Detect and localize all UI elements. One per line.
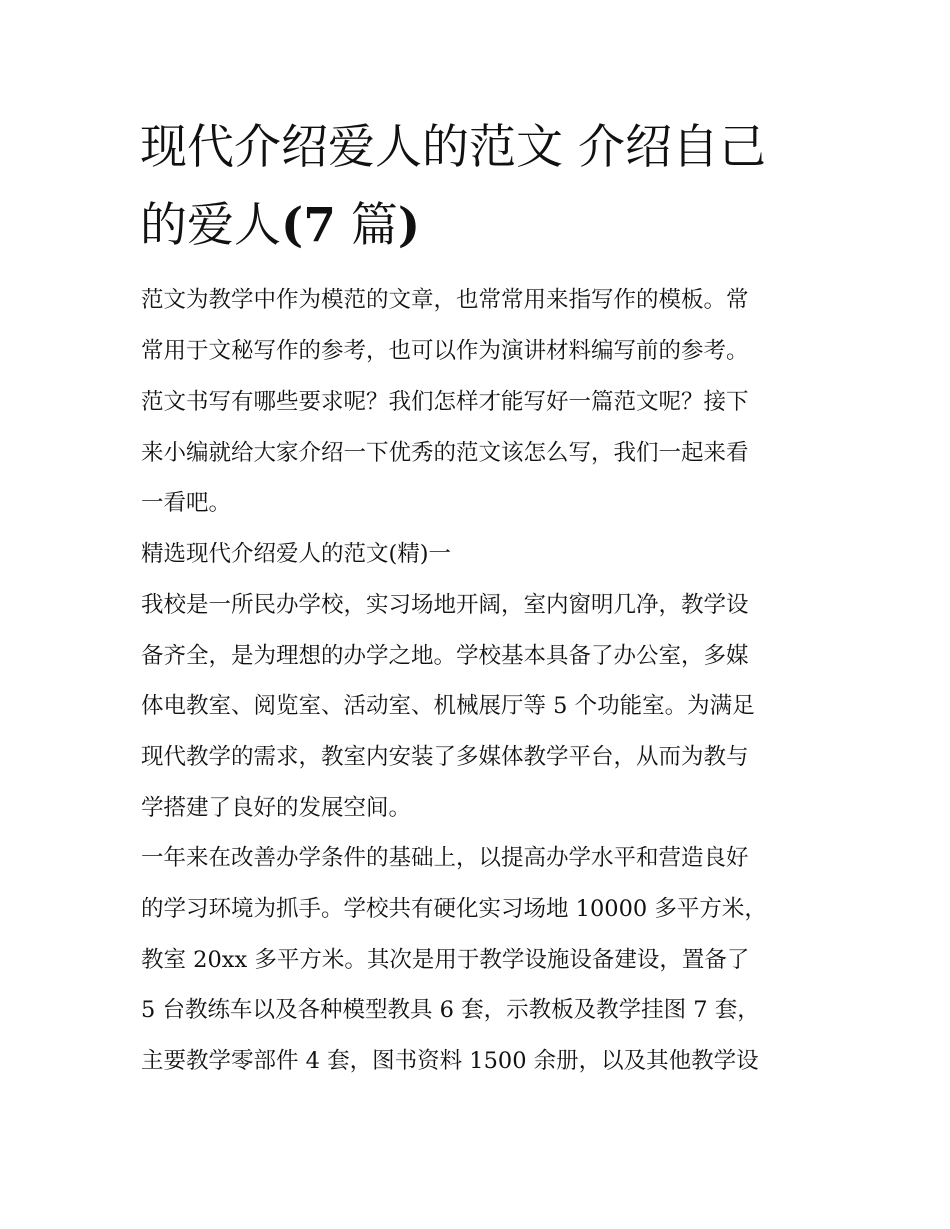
document-title-line-2-text: 的爱人(7 篇) — [140, 198, 421, 253]
intro-line-5: 一看吧。 — [141, 490, 232, 516]
paragraph1-line-1: 我校是一所民办学校，实习场地开阔，室内窗明几净，教学设 — [141, 592, 749, 618]
paragraph1-line-3: 体电教室、阅览室、活动室、机械展厅等 5 个功能室。为满足 — [141, 693, 755, 719]
paragraph2-line-1: 一年来在改善办学条件的基础上，以提高办学水平和营造良好 — [141, 845, 749, 871]
paragraph2-line-5: 主要教学零部件 4 套，图书资料 1500 余册，以及其他教学设 — [141, 1048, 759, 1074]
intro-line-2: 常用于文秘写作的参考，也可以作为演讲材料编写前的参考。 — [141, 338, 749, 364]
paragraph1-line-5: 学搭建了良好的发展空间。 — [141, 795, 412, 821]
intro-line-3: 范文书写有哪些要求呢？我们怎样才能写好一篇范文呢？接下 — [141, 389, 749, 415]
paragraph2-line-2: 的学习环境为抓手。学校共有硬化实习场地 10000 多平方米， — [141, 896, 767, 922]
document-title-line-2 — [140, 196, 420, 256]
paragraph2-line-3: 教室 20xx 多平方米。其次是用于教学设施设备建设，置备了 — [141, 947, 750, 973]
paragraph1-line-4: 现代教学的需求，教室内安装了多媒体教学平台，从而为教与 — [141, 744, 749, 770]
paragraph1-line-2: 备齐全，是为理想的办学之地。学校基本具备了办公室，多媒 — [141, 643, 749, 669]
paragraph2-line-4: 5 台教练车以及各种模型教具 6 套，示教板及教学挂图 7 套， — [141, 997, 760, 1023]
intro-line-1: 范文为教学中作为模范的文章，也常常用来指写作的模板。常 — [141, 287, 749, 313]
intro-line-4: 来小编就给大家介绍一下优秀的范文该怎么写，我们一起来看 — [141, 440, 749, 466]
document-title-line-1: 现代介绍爱人的范文 介绍自己 — [140, 120, 766, 175]
section-heading: 精选现代介绍爱人的范文(精)一 — [141, 541, 452, 567]
